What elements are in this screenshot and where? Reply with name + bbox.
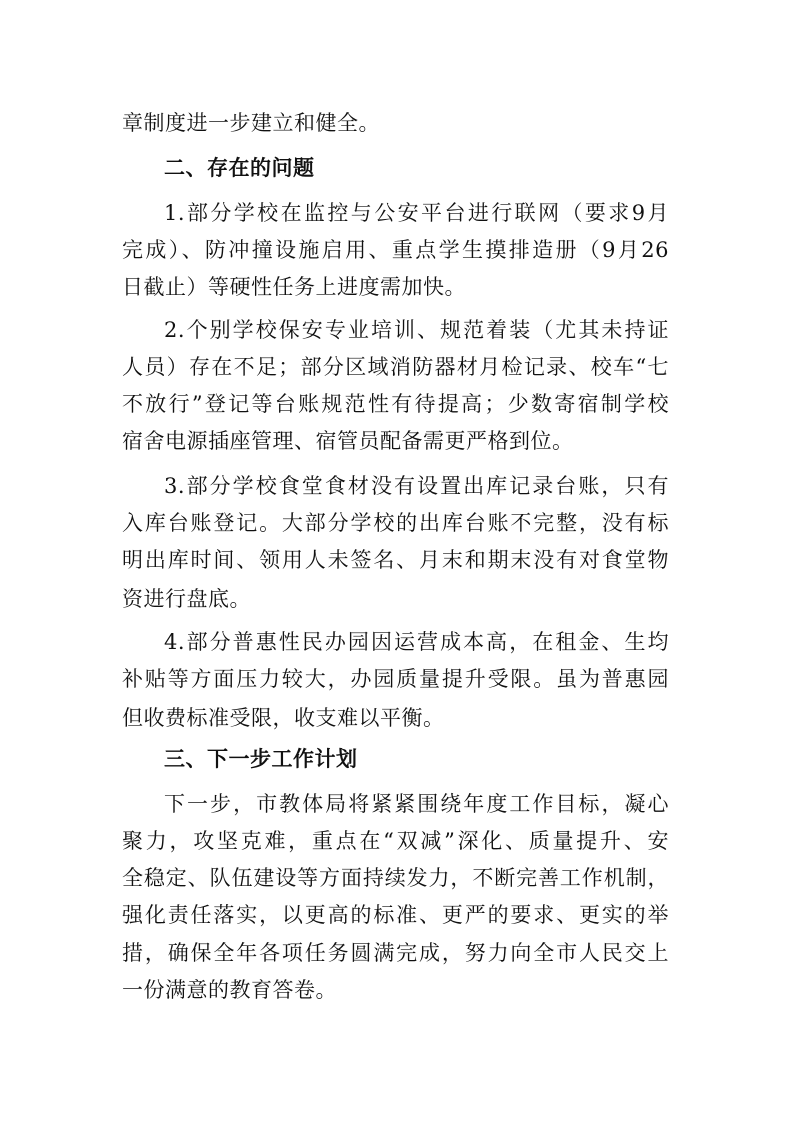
paragraph-line: 宿舍电源插座管理、宿管员配备需更严格到位。: [122, 429, 574, 453]
paragraph-line: 3.部分学校食堂食材没有设置出库记录台账，只有: [164, 474, 669, 498]
paragraph-line: 入库台账登记。大部分学校的出库台账不完整，没有标: [122, 511, 669, 535]
paragraph-line: 不放行”登记等台账规范性有待提高；少数寄宿制学校: [122, 392, 669, 416]
paragraph-line: 但收费标准受限，收支难以平衡。: [122, 706, 445, 730]
paragraph-line: 4.部分普惠性民办园因运营成本高，在租金、生均: [164, 630, 669, 654]
paragraph-line: 全稳定、队伍建设等方面持续发力，不断完善工作机制，: [122, 866, 669, 890]
paragraph-line: 一份满意的教育答卷。: [122, 978, 337, 1002]
paragraph-line: 补贴等方面压力较大，办园质量提升受限。虽为普惠园: [122, 667, 669, 691]
section-heading-next-steps: 三、下一步工作计划: [164, 747, 358, 771]
paragraph-line: 完成）、防冲撞设施启用、重点学生摸排造册（9月26: [122, 238, 669, 262]
paragraph-line: 明出库时间、领用人未签名、月末和期末没有对食堂物: [122, 548, 669, 572]
paragraph-line: 下一步，市教体局将紧紧围绕年度工作目标，凝心: [164, 792, 669, 816]
paragraph-line: 日截止）等硬性任务上进度需加快。: [122, 275, 466, 299]
paragraph-line: 资进行盘底。: [122, 587, 251, 611]
paragraph-line: 聚力，攻坚克难，重点在“双减”深化、质量提升、安: [122, 829, 669, 853]
paragraph-line: 章制度进一步建立和健全。: [122, 111, 380, 135]
paragraph-line: 1.部分学校在监控与公安平台进行联网（要求9月: [164, 201, 669, 225]
paragraph-line: 措，确保全年各项任务圆满完成，努力向全市人民交上: [122, 941, 669, 965]
paragraph-line: 人员）存在不足；部分区域消防器材月检记录、校车“七: [122, 355, 669, 379]
paragraph-line: 强化责任落实，以更高的标准、更严的要求、更实的举: [122, 903, 669, 927]
section-heading-problems: 二、存在的问题: [164, 156, 315, 180]
paragraph-line: 2.个别学校保安专业培训、规范着装（尤其未持证: [164, 318, 669, 342]
